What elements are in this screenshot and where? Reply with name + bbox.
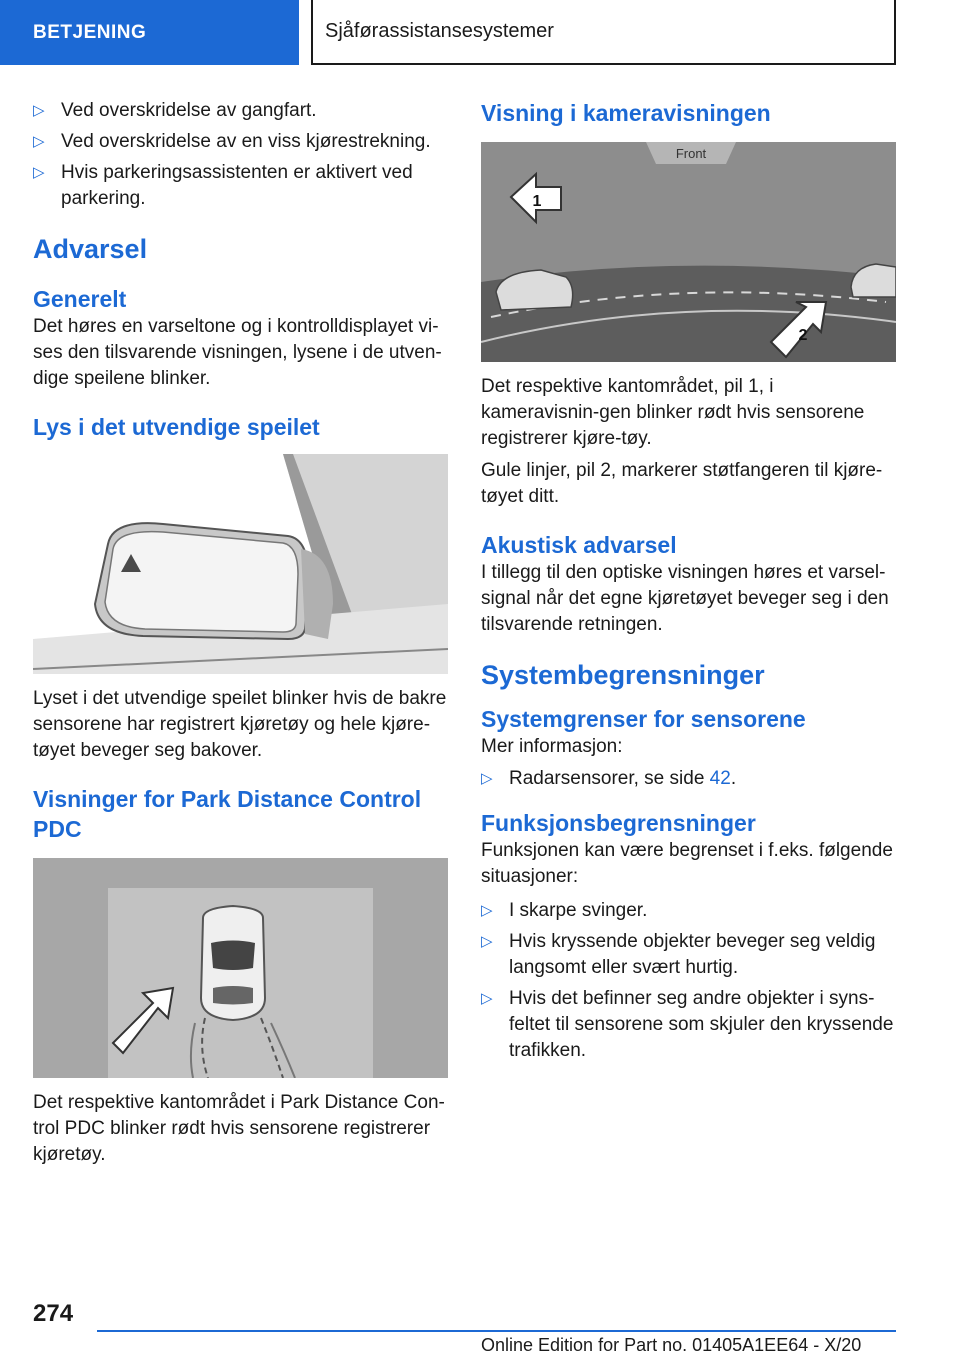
chapter-header	[311, 0, 896, 65]
camera-illustration	[481, 142, 896, 362]
list-item: ▷ Hvis kryssende objekter beveger seg veldig langsomt eller svært hurtig.	[481, 929, 896, 981]
bullet-triangle-icon: ▷	[481, 770, 493, 787]
bullet-triangle-icon: ▷	[481, 933, 493, 950]
bullet-list-funksjon	[481, 898, 896, 1064]
camera-arrow-2-label: 2	[798, 327, 808, 344]
pdc-illustration	[33, 858, 448, 1078]
page-link-42[interactable]: 42	[709, 768, 731, 789]
heading-advarsel: Advarsel	[33, 234, 148, 264]
list-item: ▷ Hvis parkeringsassistenten er aktivert ved parkering.	[33, 160, 448, 212]
bullet-list-top	[33, 98, 448, 212]
bullet-triangle-icon: ▷	[33, 133, 45, 150]
heading-akustisk: Akustisk advarsel	[481, 532, 677, 558]
section-title: BETJENING	[33, 21, 147, 43]
footer-rule	[97, 1330, 896, 1332]
right-column	[481, 98, 896, 1069]
paragraph-kamera-2: Gule linjer, pil 2, markerer støtfangeren til kjøre-tøyet ditt.	[481, 460, 883, 507]
camera-front-label: Front	[675, 146, 707, 161]
bullet-triangle-icon: ▷	[481, 990, 493, 1007]
heading-generelt: Generelt	[33, 286, 127, 312]
list-item: ▷ Radarsensorer, se side 42.	[481, 766, 896, 792]
heading-lys-speil: Lys i det utvendige speilet	[33, 414, 320, 440]
list-item: ▷ I skarpe svinger.	[481, 898, 896, 924]
paragraph-akustisk: I tillegg til den optiske visningen høres et varsel-signal når det egne kjøretøyet beveger seg i den tilsvarende retningen.	[481, 562, 889, 635]
left-column	[33, 98, 448, 1168]
mirror-illustration	[33, 454, 448, 674]
section-tab	[0, 0, 299, 65]
heading-funksjonsbegrensninger: Funksjonsbegrensninger	[481, 810, 756, 836]
chapter-title: Sjåførassistansesystemer	[325, 20, 554, 42]
bullet-triangle-icon: ▷	[33, 164, 45, 181]
paragraph-pdc: Det respektive kantområdet i Park Distance Con-trol PDC blinker rødt hvis sensorene registrerer kjøretøy.	[33, 1092, 445, 1165]
heading-systembegrensninger: Systembegrensninger	[481, 660, 765, 690]
camera-arrow-1-label: 1	[532, 193, 542, 210]
heading-systemgrenser: Systemgrenser for sensorene	[481, 706, 806, 732]
paragraph-funksjon: Funksjonen kan være begrenset i f.eks. følgende situasjoner:	[481, 840, 893, 887]
paragraph-kamera-1: Det respektive kantområdet, pil 1, i kameravisnin-gen blinker rødt hvis sensorene registrerer kjøre-tøy.	[481, 376, 865, 449]
list-item: ▷ Ved overskridelse av gangfart.	[33, 98, 448, 124]
heading-kameravisning: Visning i kameravisningen	[481, 100, 771, 126]
heading-pdc: Visninger for Park Distance Control PDC	[33, 786, 422, 842]
list-item: ▷ Hvis det befinner seg andre objekter i syns-feltet til sensorene som skjuler den kryssende trafikken.	[481, 986, 896, 1064]
list-item: ▷ Ved overskridelse av en viss kjørestrekning.	[33, 129, 448, 155]
page-number: 274	[33, 1300, 74, 1327]
paragraph-mer-info: Mer informasjon:	[481, 736, 623, 757]
bullet-triangle-icon: ▷	[481, 902, 493, 919]
paragraph-generelt: Det høres en varseltone og i kontrolldisplayet vi-ses den tilsvarende visningen, lysene i de utven-dige speilene blinker.	[33, 316, 442, 389]
bullet-triangle-icon: ▷	[33, 102, 45, 119]
paragraph-lys: Lyset i det utvendige speilet blinker hvis de bakre sensorene har registrert kjøretøy og hele kjøre-tøyet beveger seg bakover.	[33, 688, 447, 761]
footer-edition: Online Edition for Part no. 01405A1EE64 - X/20	[481, 1335, 862, 1355]
